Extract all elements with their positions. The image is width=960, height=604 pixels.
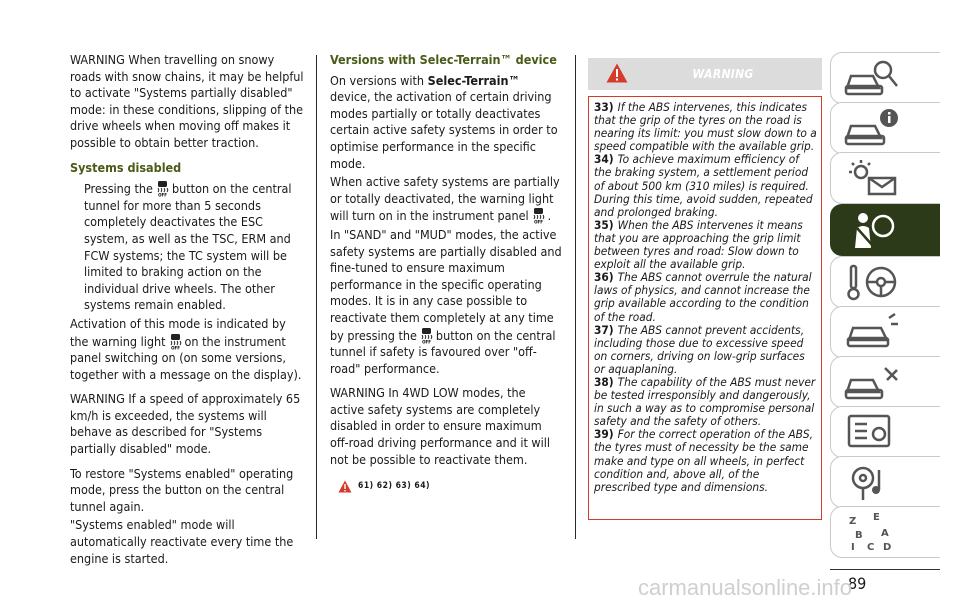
starting-driving-icon bbox=[843, 260, 903, 304]
car-info-icon bbox=[843, 106, 903, 150]
index-az-icon bbox=[843, 510, 903, 554]
tab-multimedia[interactable] bbox=[830, 456, 940, 508]
multimedia-icon bbox=[843, 460, 903, 504]
tab-car-info[interactable] bbox=[830, 102, 940, 154]
tab-starting-driving[interactable] bbox=[830, 256, 940, 308]
dashboard-lights-message-icon bbox=[843, 156, 903, 200]
paragraph-restore-systems: To restore "Systems enabled" operating mode, press the button on the central tunnel again. bbox=[70, 465, 294, 514]
svg-text:OFF: OFF bbox=[170, 345, 180, 350]
paragraph-systems-enabled-auto: "Systems enabled" mode will automatically reactivate every time the engine is started. bbox=[70, 517, 294, 566]
svg-text:I: I bbox=[851, 542, 855, 553]
tab-index[interactable] bbox=[830, 506, 940, 558]
car-search-icon bbox=[843, 56, 903, 100]
svg-text:Z: Z bbox=[849, 516, 857, 527]
emergency-car-icon bbox=[843, 310, 903, 354]
warning-item: 37) The ABS cannot prevent accidents, including those due to excessive speed on corners, driving on low-grip surfaces or aquaplaning. bbox=[594, 322, 805, 376]
warning-header bbox=[588, 58, 822, 90]
left-column bbox=[70, 52, 306, 575]
column-divider-2 bbox=[575, 55, 576, 539]
paragraph-selec-terrain: On versions with Selec-Terrain™ device, the activation of certain driving modes partially or totally deactivates certain active safety systems in order to optimise performance in the specific mode. bbox=[330, 72, 558, 171]
paragraph-warning-light: When active safety systems are partially or totally deactivated, the warning light will turn on in the instrument panel OFF . bbox=[330, 174, 560, 225]
svg-text:B: B bbox=[855, 530, 863, 541]
svg-text:OFF: OFF bbox=[533, 219, 543, 225]
tab-technical-data[interactable] bbox=[830, 406, 940, 458]
svg-text:OFF: OFF bbox=[158, 192, 167, 198]
page-number-rule bbox=[830, 569, 940, 570]
tab-safety[interactable] bbox=[830, 204, 940, 256]
tab-maintenance[interactable] bbox=[830, 356, 940, 408]
section-title-selec-terrain: Versions with Selec-Terrain™ device bbox=[330, 52, 557, 67]
note-speed-65: WARNING If a speed of approximately 65 km/h is exceeded, the systems will behave as described for "Systems partially disabled" mode. bbox=[70, 391, 301, 457]
esc-off-icon bbox=[156, 180, 169, 197]
paragraph-activation-indicated: Activation of this mode is indicated by the warning light OFF on the instrument panel switching on (on some versions, together with a message on the display). bbox=[70, 315, 302, 382]
warning-triangle-icon bbox=[338, 480, 352, 493]
tab-dashboard-lights[interactable] bbox=[830, 152, 940, 204]
tab-emergency[interactable] bbox=[830, 306, 940, 358]
seat-belt-airbag-icon bbox=[843, 208, 903, 252]
note-4wd-low: WARNING In 4WD LOW modes, the active safety systems are completely disabled in order to ensure maximum off-road driving performance and it will not be possible to reactivate them. bbox=[330, 385, 550, 467]
note-snow-chains: WARNING When travelling on snowy roads with snow chains, it may be helpful to activate "Systems partially disabled" mode: in these conditions, slipping of the drive wheels when moving off makes it possible to obtain better traction. bbox=[70, 52, 304, 150]
warning-references: 61) 62) 63) 64) bbox=[330, 478, 562, 495]
svg-text:D: D bbox=[883, 542, 892, 553]
tab-car-search[interactable] bbox=[830, 52, 940, 104]
middle-column bbox=[330, 52, 562, 495]
warning-title: WARNING bbox=[692, 67, 754, 81]
warning-item: 38) The capability of the ABS must never be tested irresponsibly and dangerously, in such a way as to compromise personal safety and the safety of others. bbox=[594, 374, 816, 429]
svg-text:E: E bbox=[873, 512, 880, 523]
warning-box bbox=[588, 96, 822, 520]
esc-off-warning-light-icon bbox=[532, 207, 545, 224]
warning-item: 35) When the ABS intervenes it means that you are approaching the grip limit between tyres and road: Slow down to exploit all the available grip. bbox=[594, 217, 803, 272]
svg-text:C: C bbox=[867, 542, 875, 553]
warning-item: 34) To achieve maximum efficiency of the braking system, a settlement period of about 500 km (310 miles) is required. During this time, avoid sudden, repeated and prolonged braking. bbox=[594, 152, 813, 219]
warning-item: 39) For the correct operation of the ABS, the tyres must of necessity be the same make and type on all wheels, in perfect condition and, above all, of the prescribed type and dimensions. bbox=[594, 427, 814, 494]
warning-item: 36) The ABS cannot overrule the natural laws of physics, and cannot increase the grip available according to the condition of the road. bbox=[594, 270, 812, 324]
svg-text:A: A bbox=[881, 528, 889, 539]
paragraph-pressing-button: Pressing the OFF button on the central tunnel for more than 5 seconds completely deactivates the ESC system, as well as the TSC, ERM and FCW systems; the TC system will be limited to braking action on the individual drive wheels. The other systems remain enabled. bbox=[84, 181, 292, 313]
technical-data-icon bbox=[843, 410, 903, 454]
maintenance-car-icon bbox=[843, 360, 903, 404]
esc-off-warning-light-icon bbox=[169, 333, 182, 350]
watermark: carmanualsonline.info bbox=[637, 575, 853, 600]
paragraph-sand-mud: In "SAND" and "MUD" modes, the active safety systems are partially disabled and fine-tuned to ensure maximum performance in the specific operating modes. It is in any case possible to reactivate them completely at any time by pressing the OFF button on the central tunnel if safety is favoured over "off-road" performance. bbox=[330, 226, 562, 376]
esc-off-icon bbox=[420, 327, 433, 344]
page-number: 89 bbox=[848, 574, 867, 593]
section-title-systems-disabled: Systems disabled bbox=[70, 159, 182, 175]
column-divider-1 bbox=[316, 55, 317, 539]
warning-item: 33) If the ABS intervenes, this indicates that the grip of the tyres on the road is nearing its limit: you must slow down to a speed compatible with the available grip. bbox=[594, 100, 817, 154]
svg-text:OFF: OFF bbox=[421, 339, 431, 344]
